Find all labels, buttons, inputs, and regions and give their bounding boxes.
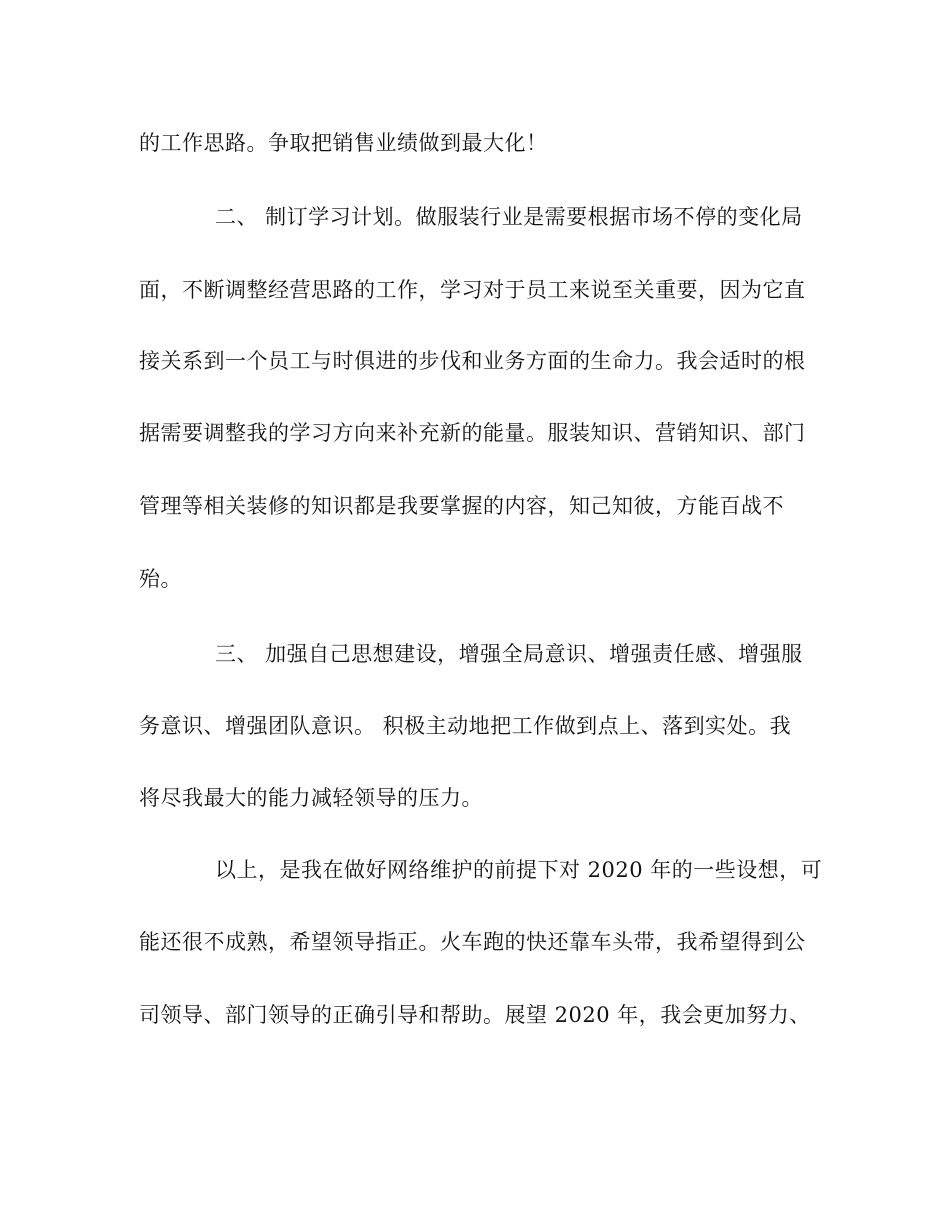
paragraph-line: 能还很不成熟，希望领导指正。火车跑的快还靠车头带，我希望得到公	[139, 930, 806, 954]
section-heading-line: 三、 加强自己思想建设，增强全局意识、增强责任感、增强服	[215, 642, 803, 666]
paragraph-line: 面，不断调整经营思路的工作，学习对于员工来说至关重要，因为它直	[139, 278, 806, 302]
paragraph-line: 据需要调整我的学习方向来补充新的能量。服装知识、营销知识、部门	[139, 421, 806, 445]
paragraph-line: 司领导、部门领导的正确引导和帮助。展望 2020 年，我会更加努力、	[139, 1003, 811, 1027]
paragraph-line: 接关系到一个员工与时俱进的步伐和业务方面的生命力。我会适时的根	[139, 349, 806, 373]
section-heading-line: 二、 制订学习计划。做服装行业是需要根据市场不停的变化局	[215, 205, 803, 229]
paragraph-line: 管理等相关装修的知识都是我要掌握的内容，知己知彼，方能百战不	[139, 494, 784, 518]
paragraph-line: 以上，是我在做好网络维护的前提下对 2020 年的一些设想，可	[215, 858, 823, 882]
paragraph-line: 的工作思路。争取把销售业绩做到最大化！	[139, 131, 548, 155]
paragraph-line: 殆。	[139, 567, 182, 591]
paragraph-line: 将尽我最大的能力减轻领导的压力。	[139, 786, 483, 810]
paragraph-line: 务意识、增强团队意识。 积极主动地把工作做到点上、落到实处。我	[139, 714, 792, 738]
